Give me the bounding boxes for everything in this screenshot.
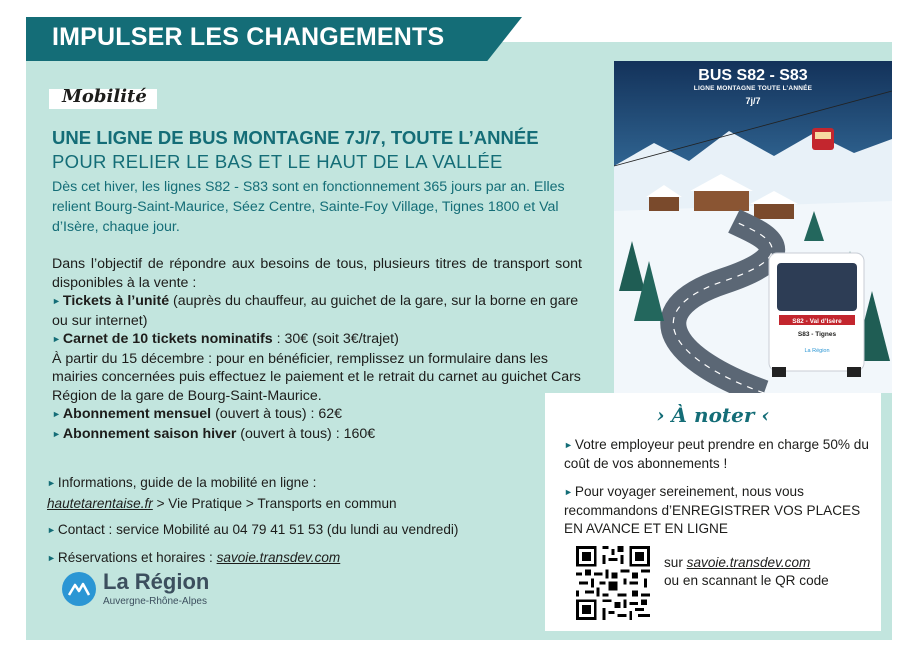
bus-route-label-2: S83 - Tignes — [797, 331, 837, 338]
list-item-tickets: ► Tickets à l’unité (auprès du chauffeur, au guichet de la gare, sur la borne en gare ou sur internet) — [52, 293, 579, 329]
region-logo-subtitle: Auvergne-Rhône-Alpes — [103, 596, 207, 607]
transdev-note-link[interactable]: savoie.transdev.com — [686, 555, 811, 570]
bus-poster — [614, 61, 892, 393]
carnet-detail: À partir du 15 décembre : pour en bénéficier, remplissez un formulaire dans les mairies concernées puis effectuez le paiement et le retrait du carnet au guichet Cars Région de la gare de Bourg-Saint-Maurice. — [52, 350, 581, 404]
bus-brand-label: La Région — [804, 348, 830, 354]
banner-title: IMPULSER LES CHANGEMENTS — [52, 23, 445, 51]
info-line: ► Informations, guide de la mobilité en ligne : — [47, 475, 317, 490]
list-item-hiver: ► Abonnement saison hiver (ouvert à tous) : 160€ — [52, 425, 376, 442]
poster-days: 7j/7 — [745, 96, 761, 106]
body-paragraph: Dans l’objectif de répondre aux besoins de tous, plusieurs titres de transport sont disponibles à la vente : — [52, 256, 582, 291]
list-item-mensuel: ► Abonnement mensuel (ouvert à tous) : 62€ — [52, 406, 343, 422]
reservations-line: ► Réservations et horaires : savoie.transdev.com — [47, 550, 341, 565]
note-item-2: ► Pour voyager sereinement, nous vous recommandons d’ENREGISTRER VOS PLACES EN AVANCE ET EN LIGNE — [564, 484, 861, 536]
bullet-arrow-icon: ► — [52, 409, 61, 419]
bullet-arrow-icon: ► — [564, 487, 573, 497]
intro-text: Dès cet hiver, les lignes S82 - S83 sont en fonctionnement 365 jours par an. Elles relient Bourg-Saint-Maurice, Séez Centre, Sainte-Foy Village, Tignes 1800 et Val d’Isère, chaque jour. — [52, 179, 565, 235]
bullet-arrow-icon: ► — [52, 334, 61, 344]
bullet-arrow-icon: ► — [564, 440, 573, 450]
bus-route-label: S82 - Val d’Isère — [792, 318, 842, 325]
poster-subtitle: LIGNE MONTAGNE TOUTE L’ANNÉE — [693, 85, 813, 92]
bullet-arrow-icon: ► — [47, 525, 56, 535]
info-block — [47, 473, 547, 569]
article-body — [52, 255, 582, 444]
headline-line1: UNE LIGNE DE BUS MONTAGNE 7J/7, TOUTE L’ANNÉE — [52, 127, 539, 148]
note-item-1: ► Votre employeur peut prendre en charge 50% du coût de vos abonnements ! — [564, 437, 869, 471]
contact-line: ► Contact : service Mobilité au 04 79 41 51 53 (du lundi au vendredi) — [47, 522, 459, 537]
note-box — [545, 393, 881, 631]
note-title: › À noter ‹ — [656, 403, 770, 427]
bullet-arrow-icon: ► — [52, 428, 61, 439]
region-logo-icon — [62, 572, 96, 606]
qr-label: sur savoie.transdev.com ou en scannant le QR code — [664, 555, 829, 588]
list-item-carnet: ► Carnet de 10 tickets nominatifs : 30€ (soit 3€/trajet) — [52, 331, 399, 347]
info-link-line: hautetarentaise.fr > Vie Pratique > Transports en commun — [47, 496, 397, 511]
bullet-arrow-icon: ► — [52, 296, 61, 306]
qr-code-icon[interactable] — [576, 546, 650, 620]
headline-line2: POUR RELIER LE BAS ET LE HAUT DE LA VALLÉE — [52, 151, 503, 172]
transdev-link[interactable]: savoie.transdev.com — [216, 550, 341, 565]
bullet-arrow-icon: ► — [47, 553, 56, 563]
note-text — [564, 436, 874, 538]
bullet-arrow-icon: ► — [47, 478, 56, 488]
section-tag-label: Mobilité — [62, 86, 147, 107]
poster-title: BUS S82 - S83 — [698, 67, 808, 84]
region-logo-name: La Région — [103, 569, 210, 594]
hautetarentaise-link[interactable]: hautetarentaise.fr — [47, 496, 153, 511]
